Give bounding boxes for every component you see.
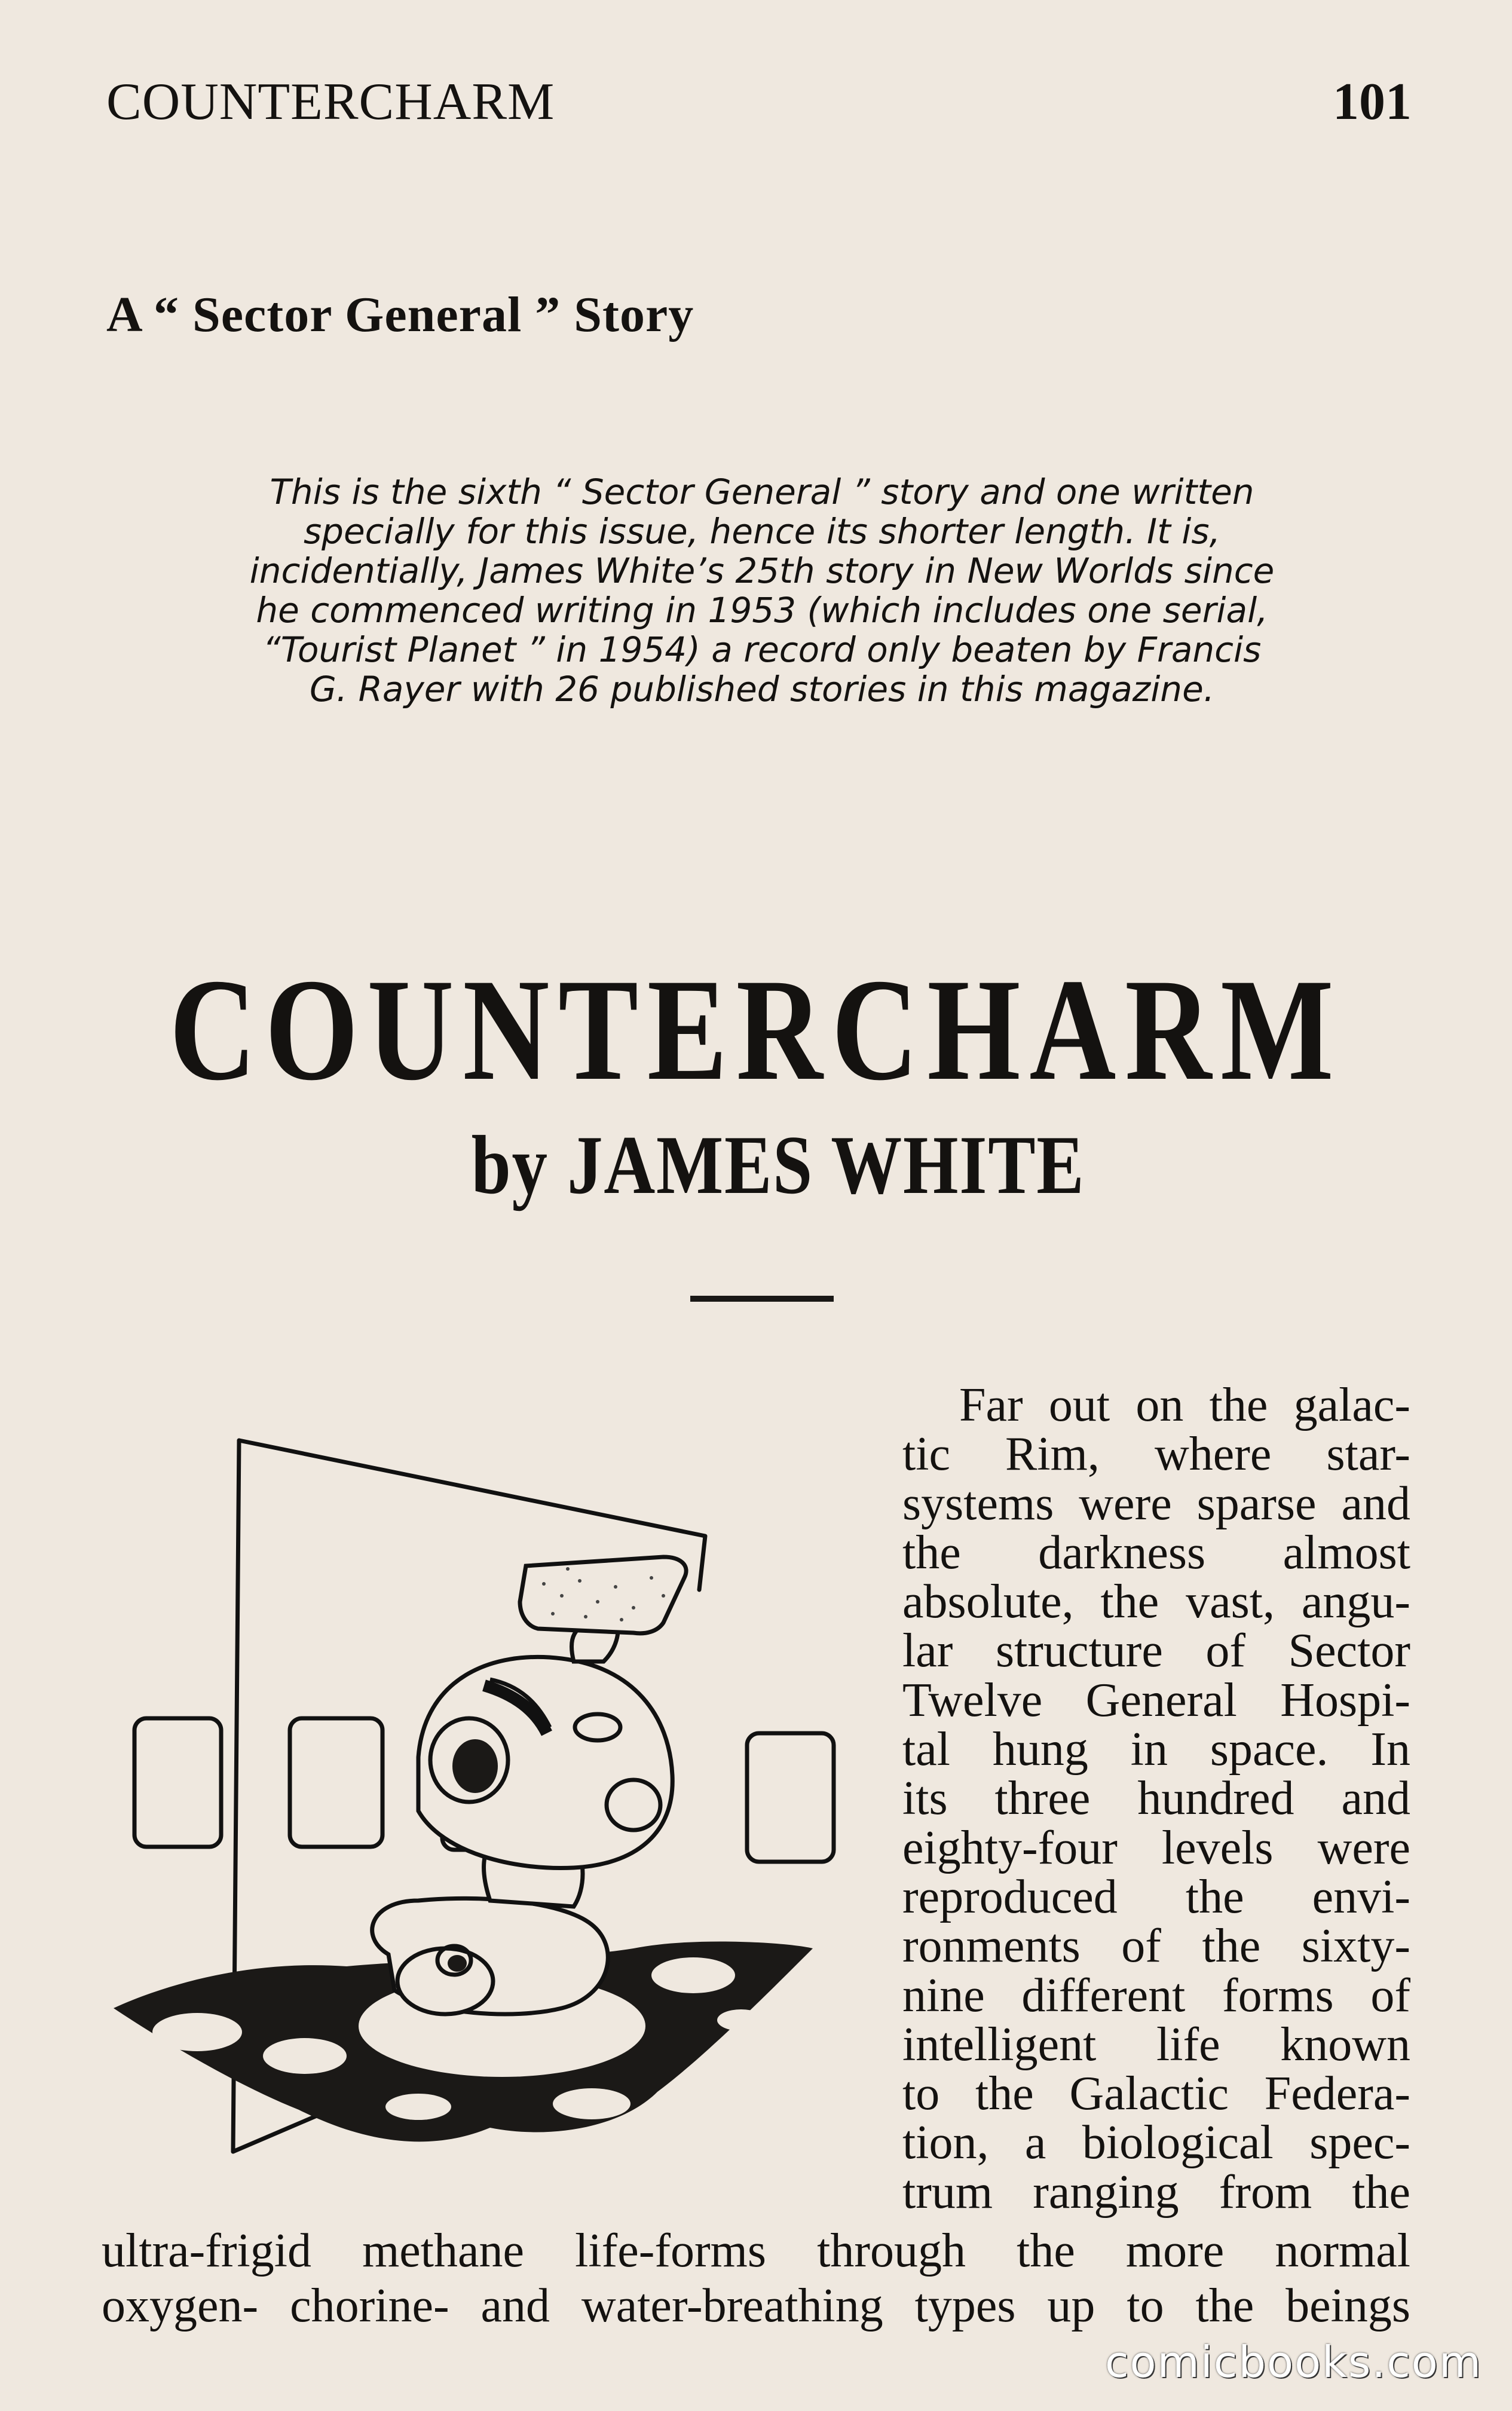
story-title: COUNTERCHARM — [169, 949, 1343, 1110]
intro-line: G. Rayer with 26 published stories in this magazine. — [309, 669, 1215, 709]
body-line: lar structure of Sector — [902, 1624, 1410, 1678]
body-text-full-width — [102, 2223, 1410, 2333]
body-line: tion, a biological spec- — [902, 2116, 1410, 2170]
intro-line: This is the sixth “ Sector General ” story and one written — [270, 472, 1254, 512]
body-line: to the Galactic Federa- — [902, 2067, 1410, 2121]
intro-line: “Tourist Planet ” in 1954) a record only beaten by Francis — [262, 629, 1262, 670]
body-line: tal hung in space. In — [902, 1723, 1410, 1776]
editorial-intro — [227, 472, 1297, 709]
story-illustration — [108, 1422, 873, 2176]
title-rule — [690, 1296, 834, 1302]
body-line: ronments of the sixty- — [902, 1920, 1410, 1973]
running-head-title: COUNTERCHARM — [106, 73, 555, 131]
intro-line: he commenced writing in 1953 (which includes one serial, — [256, 590, 1268, 631]
body-text-column — [902, 1381, 1410, 2217]
body-line: absolute, the vast, angu- — [902, 1575, 1410, 1629]
body-line: oxygen- chorine- and water-breathing types up to the beings — [102, 2280, 1410, 2332]
body-line: nine different forms of — [902, 1969, 1410, 2022]
intro-line: specially for this issue, hence its shorter length. It is, — [303, 511, 1221, 552]
page-number: 101 — [1333, 73, 1412, 131]
story-byline: by JAMES WHITE — [471, 1119, 1085, 1211]
body-line: the darkness almost — [902, 1526, 1410, 1579]
body-line: ultra-frigid methane life-forms through the more normal — [102, 2225, 1410, 2277]
body-line: eighty-four levels were — [902, 1821, 1410, 1874]
body-line: intelligent life known — [902, 2018, 1410, 2071]
series-label: A “ Sector General ” Story — [106, 287, 694, 342]
body-line: Twelve General Hospi- — [902, 1673, 1410, 1727]
body-line: its three hundred and — [902, 1772, 1410, 1825]
body-line: trum ranging from the — [902, 2165, 1410, 2219]
body-line: systems were sparse and — [902, 1477, 1410, 1530]
intro-line: incidentially, James White’s 25th story in New Worlds since — [249, 550, 1275, 591]
body-line: Far out on the galac- — [959, 1379, 1410, 1431]
watermark: comicbooks.com — [1104, 2337, 1482, 2387]
body-line: reproduced the envi- — [902, 1870, 1410, 1923]
body-line: tic Rim, where star- — [902, 1428, 1410, 1481]
